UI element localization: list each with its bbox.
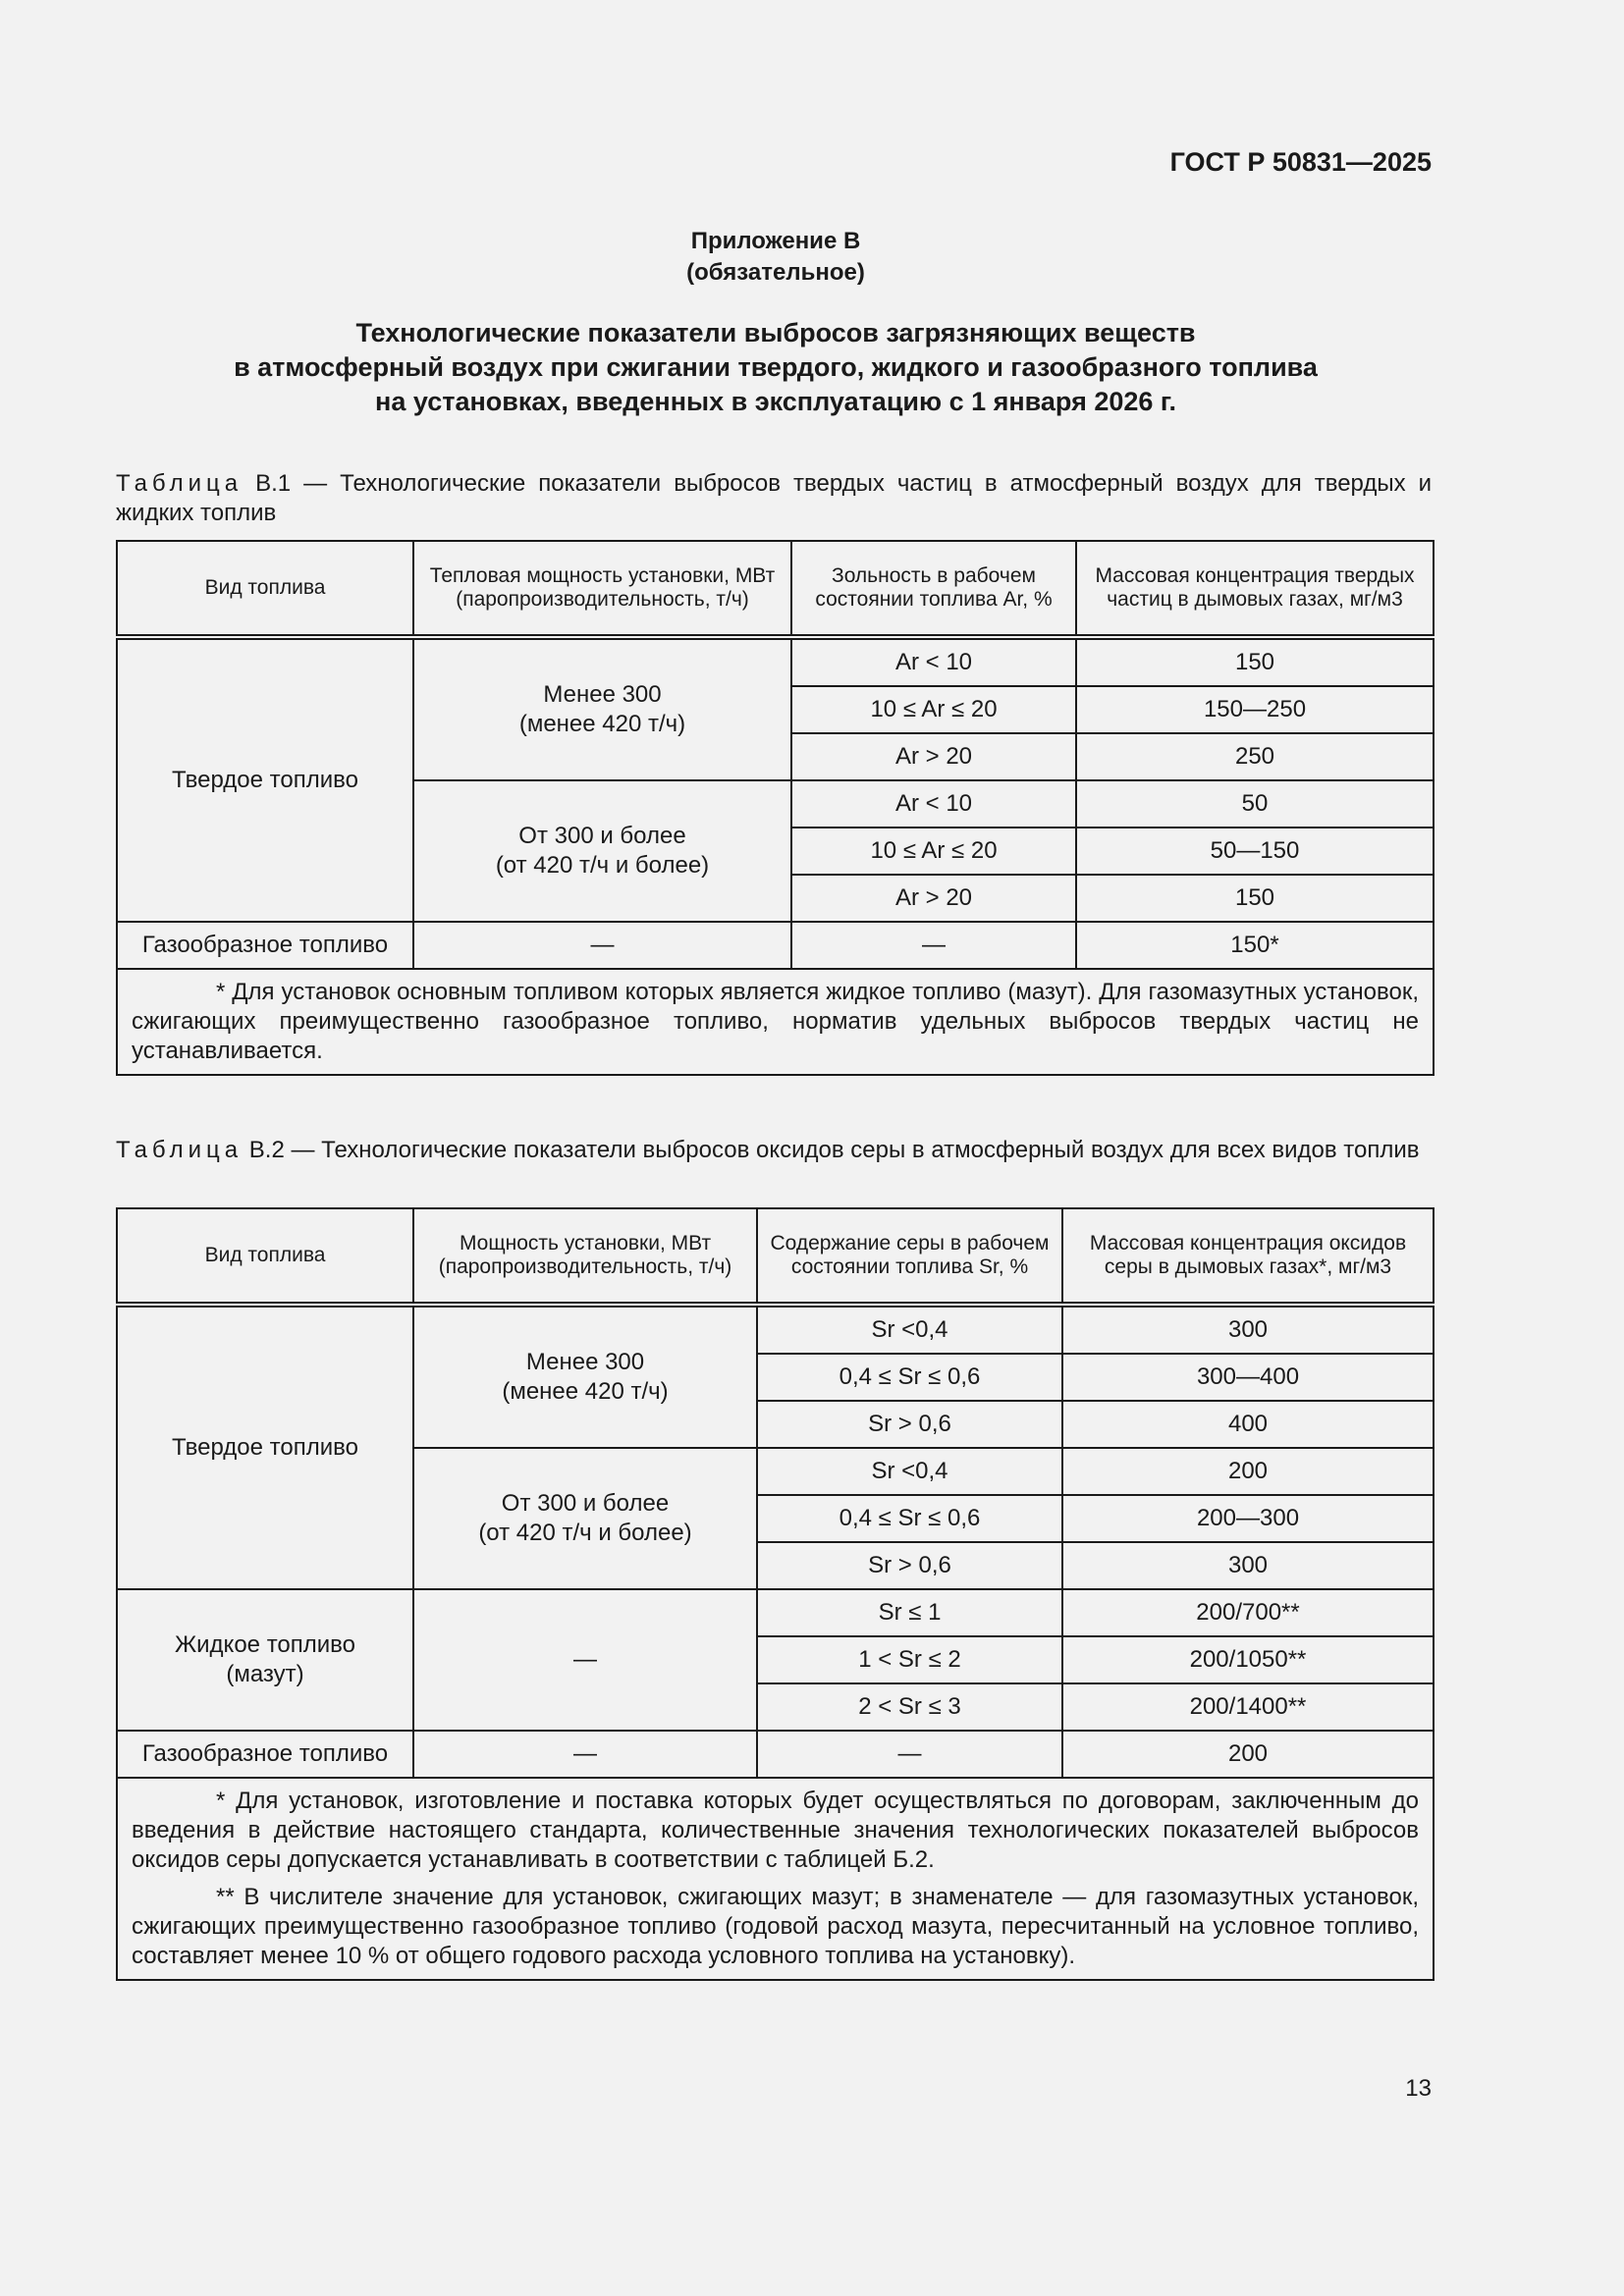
cell-ash: Ar > 20 — [791, 733, 1076, 780]
cell-concentration: 300 — [1062, 1542, 1434, 1589]
cell-concentration: 200 — [1062, 1731, 1434, 1778]
power-subvalue: (от 420 т/ч и более) — [478, 1520, 692, 1546]
cell-sulfur: Sr > 0,6 — [757, 1401, 1062, 1448]
power-value: От 300 и более — [518, 823, 686, 849]
cell-concentration: 200/700** — [1062, 1589, 1434, 1636]
table1-caption-label: Таблица — [116, 470, 244, 497]
cell-sulfur: — — [757, 1731, 1062, 1778]
appendix-heading — [0, 226, 1551, 289]
table-b1 — [116, 540, 1435, 1076]
fuel-subvalue: (мазут) — [226, 1661, 304, 1687]
cell-concentration: 150—250 — [1076, 686, 1434, 733]
cell-ash: 10 ≤ Ar ≤ 20 — [791, 828, 1076, 875]
cell-concentration: 400 — [1062, 1401, 1434, 1448]
table-row — [117, 1305, 1434, 1354]
cell-concentration: 50 — [1076, 780, 1434, 828]
footnote: * Для установок основным топливом которых является жидкое топливо (мазут). Для газомазутных установок, сжигающих преимущественно газообразное топливо, норматив удельных выбросов твердых частиц не устанавливается. — [132, 979, 1419, 1064]
cell-concentration: 200 — [1062, 1448, 1434, 1495]
header-concentration: Массовая концентрация твердых частиц в дымовых газах, мг/м3 — [1076, 541, 1434, 637]
cell-sulfur: 0,4 ≤ Sr ≤ 0,6 — [757, 1354, 1062, 1401]
cell-ash: Ar < 10 — [791, 637, 1076, 686]
table1-caption-text: В.1 — Технологические показатели выбросов твердых частиц в атмосферный воздух для твердых и жидких топлив — [116, 470, 1432, 526]
table-note — [117, 1778, 1434, 1980]
cell-concentration: 300 — [1062, 1305, 1434, 1354]
power-value: Менее 300 — [543, 681, 662, 708]
power-value: От 300 и более — [501, 1490, 670, 1517]
power-value: Менее 300 — [525, 1349, 645, 1375]
cell-power-group — [413, 637, 791, 780]
cell-sulfur: 0,4 ≤ Sr ≤ 0,6 — [757, 1495, 1062, 1542]
footnote: * Для установок, изготовление и поставка которых будет осуществляться по договорам, заключенным до введения в действие настоящего стандарта, количественные значения технологических показателей выбросов оксидов серы допускается устанавливать в соответствии с таблицей Б.2. — [132, 1788, 1419, 1873]
header-power: Мощность установки, МВт (паропроизводительность, т/ч) — [413, 1208, 757, 1305]
header-power: Тепловая мощность установки, МВт (паропроизводительность, т/ч) — [413, 541, 791, 637]
main-title — [147, 316, 1404, 419]
cell-sulfur: Sr ≤ 1 — [757, 1589, 1062, 1636]
cell-concentration: 200/1050** — [1062, 1636, 1434, 1683]
table-row — [117, 1731, 1434, 1778]
power-subvalue: (от 420 т/ч и более) — [495, 852, 710, 879]
appendix-status: (обязательное) — [686, 259, 865, 286]
cell-ash: — — [791, 922, 1076, 969]
header-sulfur: Содержание серы в рабочем состоянии топлива Sr, % — [757, 1208, 1062, 1305]
cell-sulfur: Sr <0,4 — [757, 1305, 1062, 1354]
page-number: 13 — [1405, 2075, 1432, 2102]
table-row — [117, 922, 1434, 969]
table-row — [117, 637, 1434, 686]
cell-power-group — [413, 1305, 757, 1448]
cell-concentration: 150 — [1076, 637, 1434, 686]
cell-power-group — [413, 1448, 757, 1589]
cell-concentration: 150* — [1076, 922, 1434, 969]
standard-code: ГОСТ Р 50831—2025 — [1169, 147, 1432, 177]
fuel-value: Жидкое топливо — [174, 1631, 355, 1658]
power-subvalue: (менее 420 т/ч) — [518, 711, 686, 737]
cell-ash: Ar < 10 — [791, 780, 1076, 828]
cell-power: — — [413, 1731, 757, 1778]
table-header-row — [117, 541, 1434, 637]
cell-liquid-fuel — [117, 1589, 413, 1731]
cell-concentration: 250 — [1076, 733, 1434, 780]
appendix-title: Приложение В — [690, 228, 861, 254]
table-note-row — [117, 1778, 1434, 1980]
table-b2 — [116, 1207, 1435, 1981]
table-row — [117, 1589, 1434, 1636]
cell-ash: 10 ≤ Ar ≤ 20 — [791, 686, 1076, 733]
table2-caption — [116, 1136, 1432, 1165]
cell-gas-fuel: Газообразное топливо — [117, 1731, 413, 1778]
cell-concentration: 200—300 — [1062, 1495, 1434, 1542]
main-title-line: на установках, введенных в эксплуатацию с 1 января 2026 г. — [375, 387, 1176, 416]
header-concentration: Массовая концентрация оксидов серы в дымовых газах*, мг/м3 — [1062, 1208, 1434, 1305]
cell-power: — — [413, 1589, 757, 1731]
cell-solid-fuel: Твердое топливо — [117, 1305, 413, 1589]
cell-power: — — [413, 922, 791, 969]
cell-sulfur: Sr <0,4 — [757, 1448, 1062, 1495]
cell-power-group — [413, 780, 791, 922]
cell-ash: Ar > 20 — [791, 875, 1076, 922]
cell-sulfur: 1 < Sr ≤ 2 — [757, 1636, 1062, 1683]
table-note — [117, 969, 1434, 1075]
table1-caption — [116, 469, 1432, 528]
table2-caption-label: Таблица — [116, 1137, 244, 1163]
main-title-line: в атмосферный воздух при сжигании твердого, жидкого и газообразного топлива — [234, 352, 1318, 382]
cell-sulfur: Sr > 0,6 — [757, 1542, 1062, 1589]
power-subvalue: (менее 420 т/ч) — [502, 1378, 669, 1405]
cell-concentration: 50—150 — [1076, 828, 1434, 875]
cell-concentration: 150 — [1076, 875, 1434, 922]
footnote: ** В числителе значение для установок, сжигающих мазут; в знаменателе — для газомазутных установок, сжигающих преимущественно газообразное топливо (годовой расход мазута, пересчитанный на условное топливо, составляет менее 10 % от общего годового расхода условного топлива на установку). — [132, 1884, 1419, 1969]
cell-sulfur: 2 < Sr ≤ 3 — [757, 1683, 1062, 1731]
table2-caption-text: В.2 — Технологические показатели выбросов оксидов серы в атмосферный воздух для всех видов топлив — [248, 1137, 1420, 1163]
cell-gas-fuel: Газообразное топливо — [117, 922, 413, 969]
header-ash: Зольность в рабочем состоянии топлива Ar, % — [791, 541, 1076, 637]
cell-solid-fuel: Твердое топливо — [117, 637, 413, 922]
main-title-line: Технологические показатели выбросов загрязняющих веществ — [355, 318, 1196, 347]
cell-concentration: 200/1400** — [1062, 1683, 1434, 1731]
header-fuel-type: Вид топлива — [117, 541, 413, 637]
table-note-row — [117, 969, 1434, 1075]
header-fuel-type: Вид топлива — [117, 1208, 413, 1305]
cell-concentration: 300—400 — [1062, 1354, 1434, 1401]
table-header-row — [117, 1208, 1434, 1305]
